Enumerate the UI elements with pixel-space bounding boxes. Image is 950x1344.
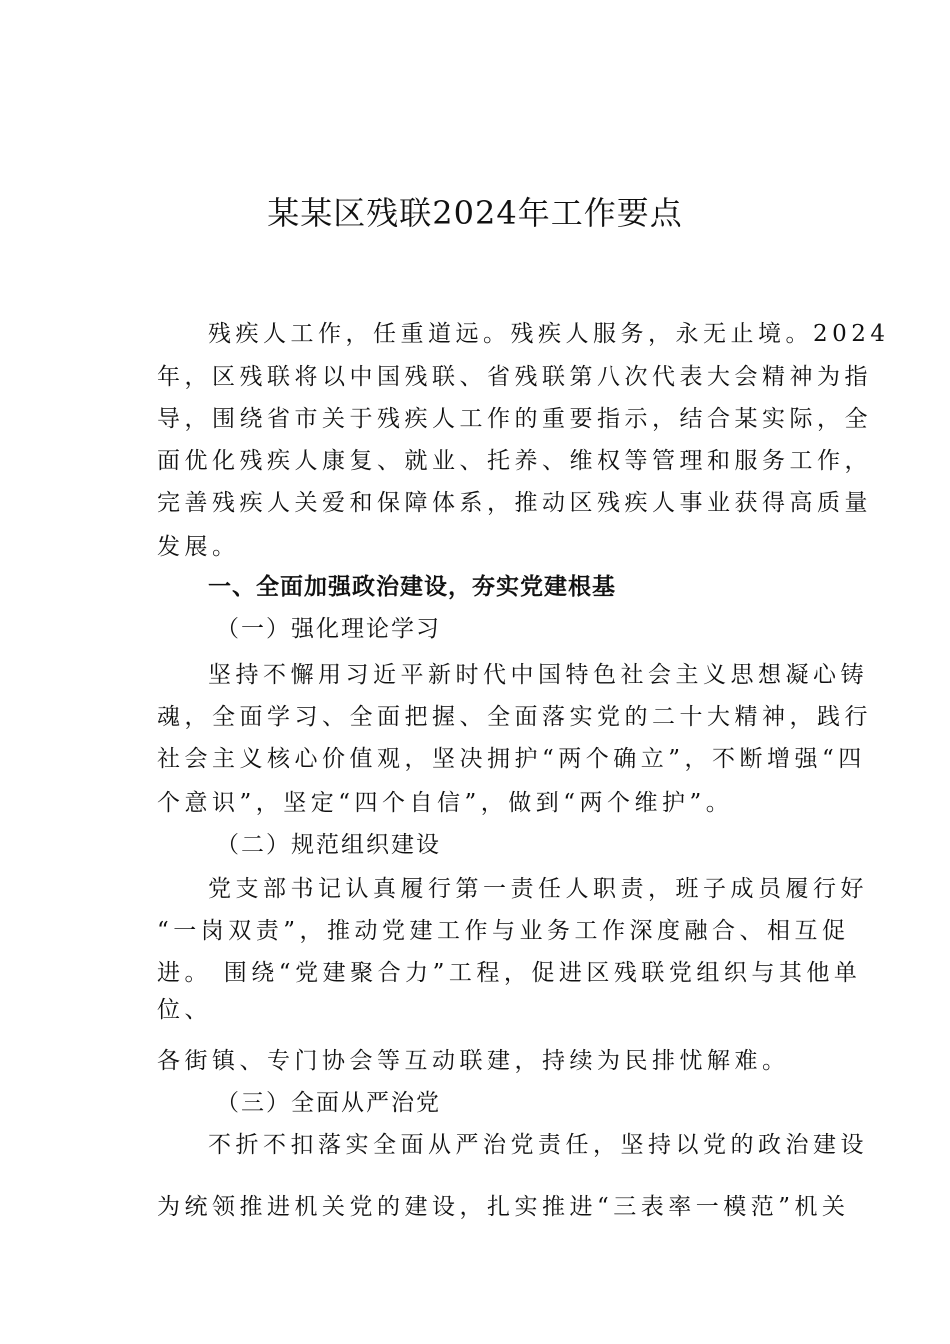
subsection-heading: （一）强化理论学习: [216, 616, 441, 642]
paragraph-line: 魂，全面学习、全面把握、全面落实党的二十大精神，践行: [157, 704, 872, 730]
intro-line: 年，区残联将以中国残联、省残联第八次代表大会精神为指: [157, 364, 872, 390]
paragraph-line: 进。 围绕“党建聚合力”工程，促进区残联党组织与其他单: [157, 960, 862, 986]
subsection-heading: （三）全面从严治党: [216, 1090, 441, 1116]
intro-line: 完善残疾人关爱和保障体系，推动区残疾人事业获得高质量: [157, 490, 872, 516]
paragraph-line: 各街镇、专门协会等互动联建，持续为民排忧解难。: [157, 1048, 790, 1074]
paragraph-line: 不折不扣落实全面从严治党责任，坚持以党的政治建设: [208, 1132, 868, 1158]
paragraph-line: 位、: [157, 997, 212, 1023]
paragraph-line: 坚持不懈用习近平新时代中国特色社会主义思想凝心铸: [208, 662, 868, 688]
paragraph-line: 党支部书记认真履行第一责任人职责，班子成员履行好: [208, 876, 868, 902]
intro-line: 导，围绕省市关于残疾人工作的重要指示，结合某实际，全: [157, 406, 872, 432]
paragraph-line: “一岗双责”，推动党建工作与业务工作深度融合、相互促: [157, 918, 850, 944]
subsection-heading: （二）规范组织建设: [216, 832, 441, 858]
paragraph-line: 社会主义核心价值观，坚决拥护“两个确立”，不断增强“四: [157, 746, 866, 772]
intro-line: 面优化残疾人康复、就业、托养、维权等管理和服务工作，: [157, 448, 872, 474]
document-title: 某某区残联2024年工作要点: [267, 194, 683, 232]
intro-line: 发展。: [157, 534, 240, 560]
section-heading: 一、全面加强政治建设，夯实党建根基: [208, 574, 616, 600]
intro-line: 残疾人工作，任重道远。残疾人服务，永无止境。2024: [208, 321, 890, 347]
paragraph-line: 为统领推进机关党的建设，扎实推进“三表率一模范”机关: [157, 1194, 850, 1220]
paragraph-line: 个意识”，坚定“四个自信”，做到“两个维护”。: [157, 790, 734, 816]
